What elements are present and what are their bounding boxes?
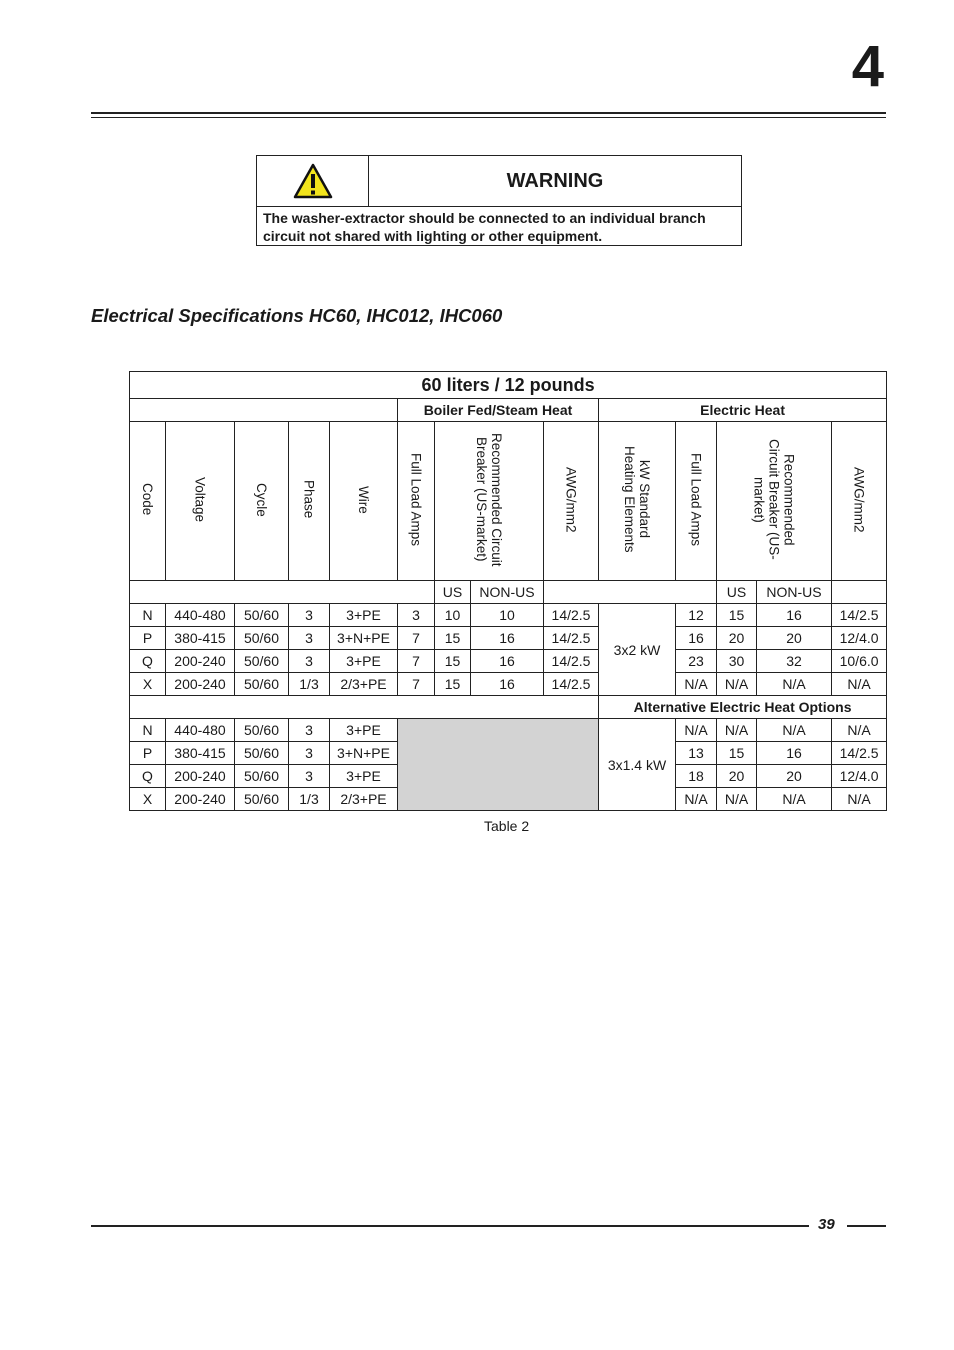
table-cell: 12/4.0 — [832, 765, 887, 788]
table-cell: 50/60 — [235, 627, 289, 650]
table-cell: 200-240 — [166, 765, 235, 788]
table-cell: 7 — [398, 627, 435, 650]
table-cell: P — [130, 742, 166, 765]
table-cell: 14/2.5 — [544, 673, 599, 696]
table-cell: 15 — [435, 673, 471, 696]
table-cell: 20 — [757, 765, 832, 788]
table-cell: X — [130, 788, 166, 811]
warning-text — [263, 210, 735, 245]
col-header-wire: Wire — [330, 422, 398, 581]
col-header-awg: AWG/mm2 — [544, 422, 599, 581]
table-cell: 3+PE — [330, 719, 398, 742]
alt-kw-cell: 3x1.4 kW — [599, 719, 676, 811]
warning-triangle-icon — [293, 163, 333, 199]
table-cell: 20 — [717, 627, 757, 650]
table-row — [130, 627, 887, 650]
table-cell: 16 — [757, 742, 832, 765]
footer-rule-left — [91, 1225, 809, 1227]
table-cell: N/A — [676, 673, 717, 696]
group-electric: Electric Heat — [599, 399, 887, 422]
table-row — [130, 650, 887, 673]
table-cell: 7 — [398, 673, 435, 696]
table-cell: 14/2.5 — [544, 650, 599, 673]
alt-blank — [130, 696, 599, 719]
table-cell: 23 — [676, 650, 717, 673]
table-cell: 380-415 — [166, 742, 235, 765]
col-header-cycle: Cycle — [235, 422, 289, 581]
chapter-number: 4 — [851, 34, 884, 99]
alt-heading: Alternative Electric Heat Options — [599, 696, 887, 719]
col-header-recommended-breaker: Recommended Circuit Breaker (US-market) — [435, 422, 544, 581]
table-cell: 10 — [471, 604, 544, 627]
table-cell: 3 — [289, 719, 330, 742]
electrical-spec-table — [129, 371, 887, 811]
table-cell: N/A — [832, 788, 887, 811]
sub-us: US — [435, 581, 471, 604]
table-cell: 3 — [289, 627, 330, 650]
table-cell: 50/60 — [235, 719, 289, 742]
table-cell: N/A — [676, 719, 717, 742]
group-boiler: Boiler Fed/Steam Heat — [398, 399, 599, 422]
table-cell: 3+N+PE — [330, 627, 398, 650]
table-cell: 3+PE — [330, 650, 398, 673]
table-caption: Table 2 — [484, 818, 530, 834]
table-cell: X — [130, 673, 166, 696]
table-cell: 2/3+PE — [330, 788, 398, 811]
table-cell: N/A — [757, 673, 832, 696]
section-title: Electrical Specifications HC60, IHC012, IHC060 — [91, 305, 503, 326]
table-cell: 200-240 — [166, 788, 235, 811]
table-cell: 14/2.5 — [832, 742, 887, 765]
table-cell: 200-240 — [166, 650, 235, 673]
table-cell: 50/60 — [235, 673, 289, 696]
warning-text-line1: The washer-extractor should be connected to an individual branch — [263, 210, 706, 226]
table-row — [130, 719, 887, 742]
table-cell: 16 — [676, 627, 717, 650]
footer-rule-right — [847, 1225, 886, 1227]
col-header-kw-standard: kW Standard Heating Elements — [599, 422, 676, 581]
table-cell: 16 — [471, 627, 544, 650]
table-cell: 32 — [757, 650, 832, 673]
table-cell: 16 — [757, 604, 832, 627]
table-cell: 50/60 — [235, 604, 289, 627]
table-cell: Q — [130, 650, 166, 673]
table-cell: 50/60 — [235, 788, 289, 811]
header-rule-thin — [91, 117, 886, 118]
table-cell: 18 — [676, 765, 717, 788]
warning-box — [256, 155, 742, 246]
standard-kw-cell: 3x2 kW — [599, 604, 676, 696]
table-cell: 15 — [717, 742, 757, 765]
table-cell: N/A — [717, 788, 757, 811]
col-header-full-load-amps-electric: Full Load Amps — [676, 422, 717, 581]
col-header-recommended-breaker-electric: Recommended Circuit Breaker (US- market) — [717, 422, 832, 581]
table-cell: 15 — [717, 604, 757, 627]
sub-nonus-electric: NON-US — [757, 581, 832, 604]
table-cell: 14/2.5 — [832, 604, 887, 627]
table-cell: 380-415 — [166, 627, 235, 650]
table-row — [130, 604, 887, 627]
sub-nonus: NON-US — [471, 581, 544, 604]
table-cell: N/A — [717, 719, 757, 742]
sub-blank-right — [832, 581, 887, 604]
table-cell: N — [130, 719, 166, 742]
table-cell: Q — [130, 765, 166, 788]
table-cell: 440-480 — [166, 604, 235, 627]
table-cell: 3 — [289, 604, 330, 627]
table-cell: N/A — [717, 673, 757, 696]
table-row — [130, 673, 887, 696]
table-cell: 16 — [471, 650, 544, 673]
table-cell: 200-240 — [166, 673, 235, 696]
table-cell: 50/60 — [235, 742, 289, 765]
warning-text-line2: circuit not shared with lighting or other equipment. — [263, 227, 603, 244]
page-number: 39 — [818, 1216, 835, 1233]
table-cell: 12/4.0 — [832, 627, 887, 650]
col-header-code: Code — [130, 422, 166, 581]
table-cell: 3 — [289, 742, 330, 765]
table-cell: 14/2.5 — [544, 604, 599, 627]
table-cell: 16 — [471, 673, 544, 696]
table-cell: N/A — [757, 788, 832, 811]
col-header-phase: Phase — [289, 422, 330, 581]
table-cell: 3 — [398, 604, 435, 627]
table-cell: 3+PE — [330, 765, 398, 788]
table-cell: 3 — [289, 765, 330, 788]
table-cell: 1/3 — [289, 673, 330, 696]
table-cell: 7 — [398, 650, 435, 673]
table-cell: N/A — [832, 719, 887, 742]
col-header-voltage: Voltage — [166, 422, 235, 581]
table-cell: 15 — [435, 650, 471, 673]
table-cell: 440-480 — [166, 719, 235, 742]
warning-title: WARNING — [369, 156, 741, 207]
table-cell: 3 — [289, 650, 330, 673]
sub-blank-mid — [544, 581, 717, 604]
table-cell: 10 — [435, 604, 471, 627]
table-cell: 14/2.5 — [544, 627, 599, 650]
col-header-full-load-amps: Full Load Amps — [398, 422, 435, 581]
group-blank — [130, 399, 398, 422]
table-cell: 12 — [676, 604, 717, 627]
header-rule — [91, 112, 886, 114]
table-cell: 1/3 — [289, 788, 330, 811]
sub-blank-left — [130, 581, 435, 604]
table-cell: 50/60 — [235, 765, 289, 788]
table-cell: 20 — [757, 627, 832, 650]
table-cell: N/A — [757, 719, 832, 742]
table-cell: 10/6.0 — [832, 650, 887, 673]
warning-icon-cell — [257, 156, 369, 207]
table-cell: 50/60 — [235, 650, 289, 673]
table-cell: 3+N+PE — [330, 742, 398, 765]
table-cell: N/A — [676, 788, 717, 811]
col-header-awg-electric: AWG/mm2 — [832, 422, 887, 581]
table-cell: 3+PE — [330, 604, 398, 627]
table-cell: 13 — [676, 742, 717, 765]
table-cell: N/A — [832, 673, 887, 696]
table-cell: 2/3+PE — [330, 673, 398, 696]
table-cell: 30 — [717, 650, 757, 673]
table-cell: 20 — [717, 765, 757, 788]
table-title: 60 liters / 12 pounds — [130, 372, 887, 399]
table-cell: N — [130, 604, 166, 627]
table-cell: P — [130, 627, 166, 650]
sub-us-electric: US — [717, 581, 757, 604]
not-applicable-shaded — [398, 719, 599, 811]
table-cell: 15 — [435, 627, 471, 650]
